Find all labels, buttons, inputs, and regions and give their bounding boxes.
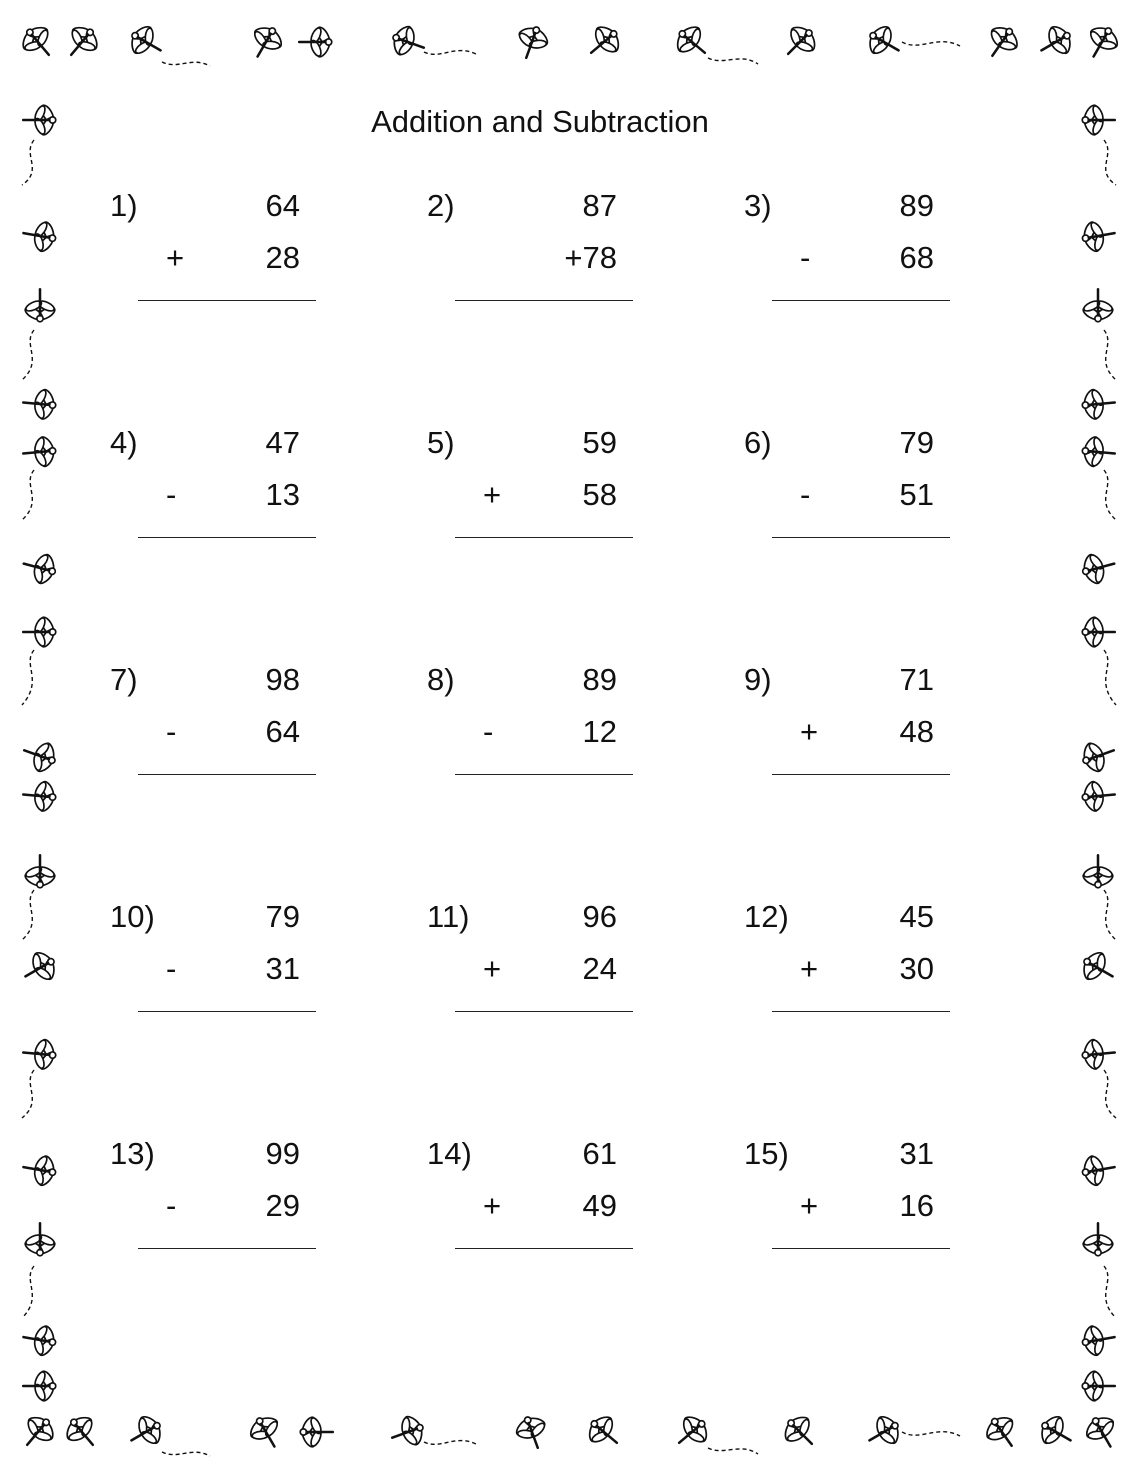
bottom-operand: 24 (582, 951, 617, 986)
answer-line[interactable] (455, 300, 633, 301)
problem-7 (110, 660, 330, 790)
problem-8 (427, 660, 647, 790)
dragonfly-icon (581, 1409, 628, 1456)
dragonfly-icon (387, 1411, 429, 1454)
answer-line[interactable] (455, 1248, 633, 1249)
top-operand: 99 (265, 1136, 300, 1171)
dragonfly-icon (300, 1415, 333, 1448)
bottom-operand: 30 (899, 951, 934, 986)
dragonfly-icon (19, 548, 59, 589)
problem-number: 7) (110, 662, 138, 697)
dragonfly-icon (22, 434, 57, 470)
operator-sign: - (800, 240, 811, 275)
bottom-operand: 28 (265, 240, 300, 275)
dashed-trail (902, 1432, 960, 1436)
problem-10 (110, 897, 330, 1027)
answer-line[interactable] (455, 537, 633, 538)
dragonfly-icon (1076, 946, 1121, 991)
dragonfly-icon (776, 19, 823, 66)
answer-line[interactable] (772, 537, 950, 538)
dashed-trail (1104, 650, 1116, 705)
dragonfly-icon (19, 735, 61, 778)
bottom-operand: 13 (265, 477, 300, 512)
problem-number: 11) (427, 899, 470, 934)
bottom-operand: 64 (265, 714, 300, 749)
dragonfly-icon (59, 1409, 106, 1456)
problem-number: 3) (744, 188, 772, 223)
problem-14 (427, 1134, 647, 1264)
top-operand: 47 (265, 425, 300, 460)
answer-line[interactable] (138, 1011, 316, 1012)
page-title: Addition and Subtraction (371, 104, 709, 139)
dashed-trail (22, 1266, 34, 1318)
operator-sign: - (800, 477, 811, 512)
answer-line[interactable] (772, 774, 950, 775)
dragonfly-icon (511, 21, 554, 63)
dragonfly-icon (22, 778, 57, 814)
bottom-operand: 58 (582, 477, 617, 512)
dragonfly-icon (979, 19, 1025, 65)
dragonfly-icon (1079, 1321, 1117, 1360)
top-operand: 31 (899, 1136, 934, 1171)
answer-line[interactable] (772, 300, 950, 301)
bottom-operand: 68 (899, 240, 934, 275)
operator-sign: + (483, 477, 502, 512)
top-operand: 98 (265, 662, 300, 697)
dragonfly-icon (862, 20, 907, 65)
dragonfly-icon (23, 1369, 56, 1402)
dragonfly-icon (23, 855, 56, 888)
dragonfly-icon (387, 21, 429, 64)
top-operand: 87 (582, 188, 617, 223)
bottom-operand: 16 (899, 1188, 934, 1223)
dragonfly-icon (1033, 20, 1078, 65)
dashed-trail (1104, 1070, 1116, 1118)
dragonfly-icon (861, 1410, 906, 1455)
dragonfly-icon (1079, 217, 1117, 256)
dragonfly-icon (777, 1409, 824, 1456)
answer-line[interactable] (138, 537, 316, 538)
dragonfly-icon (1079, 1151, 1117, 1190)
answer-line[interactable] (455, 1011, 633, 1012)
operator-sign: - (166, 477, 177, 512)
dashed-trail (1104, 1266, 1116, 1318)
top-operand: 96 (582, 899, 617, 934)
problem-number: 15) (744, 1136, 789, 1171)
problem-5 (427, 423, 647, 553)
problem-number: 8) (427, 662, 455, 697)
answer-line[interactable] (772, 1248, 950, 1249)
problem-2 (427, 186, 647, 316)
dashed-trail (902, 42, 960, 46)
dragonfly-icon (23, 615, 56, 648)
problem-number: 14) (427, 1136, 472, 1171)
dragonfly-icon (1081, 289, 1114, 322)
answer-line[interactable] (772, 1011, 950, 1012)
dragonfly-icon (22, 386, 57, 422)
top-operand: 89 (582, 662, 617, 697)
dragonfly-icon (1081, 386, 1116, 422)
top-operand: 64 (265, 188, 300, 223)
operator-sign: + (483, 1188, 502, 1223)
top-operand: 79 (899, 425, 934, 460)
problem-15 (744, 1134, 964, 1264)
dashed-trail (22, 1070, 34, 1118)
dragonfly-icon (1081, 1223, 1114, 1256)
dashed-trail (22, 140, 34, 185)
operator-sign: + (800, 714, 819, 749)
problem-number: 1) (110, 188, 138, 223)
dragonfly-icon (299, 25, 332, 58)
problem-13 (110, 1134, 330, 1264)
dashed-trail (22, 470, 34, 520)
dragonfly-icon (1082, 103, 1115, 136)
bottom-operand: 12 (582, 714, 617, 749)
problem-number: 5) (427, 425, 455, 460)
problem-6 (744, 423, 964, 553)
dragonfly-icon (1081, 1036, 1116, 1072)
dashed-trail (162, 1452, 210, 1456)
top-operand: 71 (899, 662, 934, 697)
dashed-trail (424, 1441, 476, 1445)
operator-sign: - (166, 951, 177, 986)
dragonfly-icon (1082, 1369, 1115, 1402)
answer-line[interactable] (138, 1248, 316, 1249)
bottom-operand: 51 (899, 477, 934, 512)
bottom-operand: 31 (265, 951, 300, 986)
operator-sign: + (800, 1188, 819, 1223)
dragonfly-icon (123, 1410, 168, 1455)
dragonfly-icon (1081, 434, 1116, 470)
dashed-trail (22, 330, 34, 380)
dragonfly-icon (1082, 615, 1115, 648)
dragonfly-icon (23, 289, 56, 322)
answer-line[interactable] (138, 300, 316, 301)
dragonfly-icon (1081, 855, 1114, 888)
problem-number: 4) (110, 425, 138, 460)
problem-3 (744, 186, 964, 316)
operator-sign: + (166, 240, 185, 275)
dashed-trail (1104, 890, 1116, 940)
dragonfly-icon (1079, 20, 1124, 65)
problem-number: 2) (427, 188, 455, 223)
operator-sign: - (166, 714, 177, 749)
dragonfly-icon (244, 1410, 289, 1455)
dragonfly-icon (1034, 1410, 1079, 1455)
bottom-operand: 29 (265, 1188, 300, 1223)
dashed-trail (1104, 140, 1116, 185)
answer-line[interactable] (138, 774, 316, 775)
dashed-trail (708, 1448, 758, 1454)
problem-4 (110, 423, 330, 553)
answer-line[interactable] (455, 774, 633, 775)
dragonfly-icon (14, 1409, 61, 1456)
problem-number: 13) (110, 1136, 155, 1171)
dragonfly-icon (668, 1409, 715, 1456)
dragonfly-icon (21, 1151, 59, 1190)
dashed-trail (1104, 470, 1116, 520)
operator-sign: + (800, 951, 819, 986)
top-operand: 45 (899, 899, 934, 934)
dashed-trail (1104, 330, 1116, 380)
dashed-trail (708, 58, 758, 64)
dragonfly-icon (669, 19, 716, 66)
top-operand: 79 (265, 899, 300, 934)
problem-11 (427, 897, 647, 1027)
dashed-trail (22, 890, 34, 940)
dragonfly-icon (511, 1411, 554, 1453)
problem-number: 6) (744, 425, 772, 460)
dragonfly-icon (580, 19, 627, 66)
top-operand: 59 (582, 425, 617, 460)
dragonfly-icon (17, 946, 62, 991)
dragonfly-icon (979, 1409, 1025, 1455)
dragonfly-icon (124, 20, 169, 65)
bottom-operand: +78 (564, 240, 617, 275)
dragonfly-icon (1080, 1410, 1125, 1455)
problem-9 (744, 660, 964, 790)
dragonfly-icon (1077, 735, 1119, 778)
operator-sign: + (483, 951, 502, 986)
problem-number: 10) (110, 899, 155, 934)
dragonfly-icon (21, 217, 59, 256)
dragonfly-icon (1081, 778, 1116, 814)
problem-number: 9) (744, 662, 772, 697)
dashed-trail (424, 51, 476, 55)
top-operand: 89 (899, 188, 934, 223)
dragonfly-icon (1078, 548, 1118, 589)
operator-sign: - (483, 714, 494, 749)
dragonfly-icon (23, 1223, 56, 1256)
problem-1 (110, 186, 330, 316)
dashed-trail (22, 650, 34, 705)
dashed-trail (162, 62, 210, 66)
bottom-operand: 49 (582, 1188, 617, 1223)
dragonfly-icon (21, 1321, 59, 1360)
dragonfly-icon (22, 1036, 57, 1072)
bottom-operand: 48 (899, 714, 934, 749)
dragonfly-icon (58, 19, 105, 66)
top-operand: 61 (582, 1136, 617, 1171)
operator-sign: - (166, 1188, 177, 1223)
dragonfly-icon (243, 20, 288, 65)
problem-12 (744, 897, 964, 1027)
dragonfly-icon (15, 19, 62, 66)
problem-number: 12) (744, 899, 789, 934)
